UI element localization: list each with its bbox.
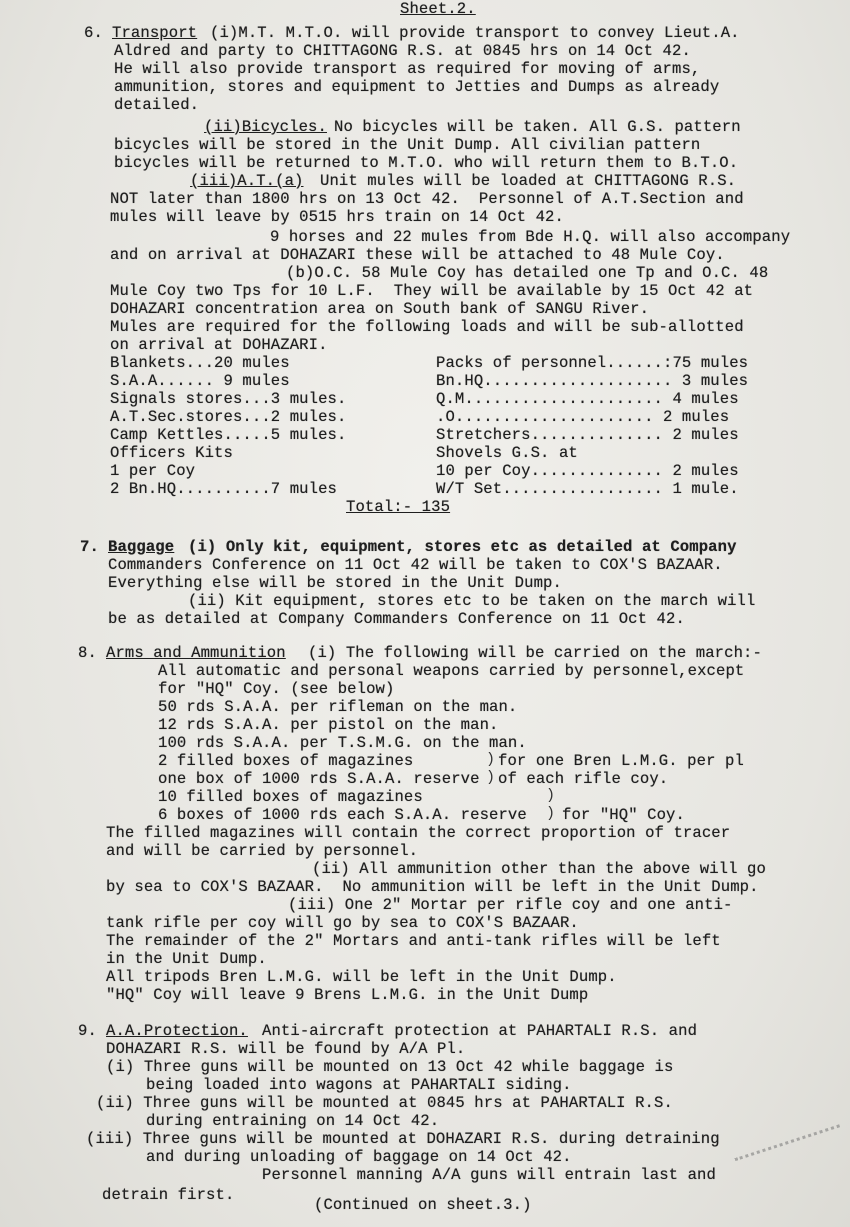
bicycles-line: No bicycles will be taken. All G.S. pattern (334, 118, 741, 136)
at-line: and on arrival at DOHAZARI these will be attached to 48 Mule Coy. (110, 246, 725, 264)
paper-fibre-mark (735, 1124, 850, 1208)
aa-line: Anti-aircraft protection at PAHARTALI R.S. and (262, 1022, 698, 1040)
aa-line: (i) Three guns will be mounted on 13 Oct 42 while baggage is (106, 1058, 674, 1076)
load-left-item: Camp Kettles.....5 mules. (110, 426, 347, 444)
load-right-item: Stretchers.............. 2 mules (436, 426, 739, 444)
section-6-heading: Transport (112, 24, 198, 42)
load-right-item: 10 per Coy.............. 2 mules (436, 462, 739, 480)
arms-line: 12 rds S.A.A. per pistol on the man. (158, 716, 499, 734)
load-left-item: Officers Kits (110, 444, 233, 462)
baggage-line: (ii) Kit equipment, stores etc to be taken on the march will (188, 592, 756, 610)
at-line: NOT later than 1800 hrs on 13 Oct 42. Personnel of A.T.Section and (110, 190, 744, 208)
section-9-heading: A.A.Protection. (106, 1022, 248, 1040)
arms-line: All automatic and personal weapons carried by personnel,except (158, 662, 745, 680)
bicycles-line: bicycles will be returned to M.T.O. who will return them to B.T.O. (114, 154, 739, 172)
transport-line: Aldred and party to CHITTAGONG R.S. at 0845 hrs on 14 Oct 42. (114, 42, 691, 60)
aa-line: (ii) Three guns will be mounted at 0845 hrs at PAHARTALI R.S. (96, 1094, 673, 1112)
baggage-line: Commanders Conference on 11 Oct 42 will be taken to COX'S BAZAAR. (108, 556, 723, 574)
at-label: (iii)A.T.(a) (190, 172, 304, 190)
arms-line: and will be carried by personnel. (106, 842, 419, 860)
load-left-item: Signals stores...3 mules. (110, 390, 347, 408)
section-7-heading: Baggage (108, 538, 175, 556)
load-right-item: Shovels G.S. at (436, 444, 578, 462)
at-line: mules will leave by 0515 hrs train on 14 Oct 42. (110, 208, 564, 226)
brace: ) (486, 769, 496, 786)
transport-line: ammunition, stores and equipment to Jetties and Dumps as already (114, 78, 720, 96)
load-right-item: Q.M..................... 4 mules (436, 390, 739, 408)
aa-line: Personnel manning A/A guns will entrain last and (262, 1166, 716, 1184)
arms-line: 6 boxes of 1000 rds each S.A.A. reserve (158, 806, 527, 824)
aa-line: DOHAZARI R.S. will be found by A/A Pl. (106, 1040, 466, 1058)
brace: ) (546, 787, 556, 804)
brace: ) (546, 805, 556, 822)
load-left-item: 1 per Coy (110, 462, 196, 480)
load-left-item: 2 Bn.HQ..........7 mules (110, 480, 337, 498)
mules-total: Total:- 135 (346, 498, 451, 516)
at-line: Mule Coy two Tps for 10 L.F. They will be available by 15 Oct 42 at (110, 282, 754, 300)
arms-line: 50 rds S.A.A. per rifleman on the man. (158, 698, 518, 716)
aa-line: and during unloading of baggage on 14 Oct 42. (146, 1148, 572, 1166)
load-right-item: .O..................... 2 mules (436, 408, 730, 426)
arms-line: "HQ" Coy will leave 9 Brens L.M.G. in the Unit Dump (106, 986, 589, 1004)
transport-line: detailed. (114, 96, 200, 114)
arms-line: for "HQ" Coy. (562, 806, 685, 824)
arms-line: 100 rds S.A.A. per T.S.M.G. on the man. (158, 734, 527, 752)
arms-line: tank rifle per coy will go by sea to COX'S BAZAAR. (106, 914, 579, 932)
arms-line: for one Bren L.M.G. per pl (498, 752, 744, 770)
load-right-item: Bn.HQ.................... 3 mules (436, 372, 749, 390)
at-line: Unit mules will be loaded at CHITTAGONG R.S. (320, 172, 737, 190)
arms-line: All tripods Bren L.M.G. will be left in the Unit Dump. (106, 968, 617, 986)
arms-line: in the Unit Dump. (106, 950, 267, 968)
arms-line: 10 filled boxes of magazines (158, 788, 423, 806)
section-8-number: 8. (78, 644, 97, 662)
arms-line: (ii) All ammunition other than the above will go (312, 860, 766, 878)
transport-line: (i)M.T. M.T.O. will provide transport to convey Lieut.A. (210, 24, 740, 42)
at-line: 9 horses and 22 mules from Bde H.Q. will also accompany (270, 228, 791, 246)
continued-note: (Continued on sheet.3.) (314, 1196, 532, 1214)
load-left-item: A.T.Sec.stores...2 mules. (110, 408, 347, 426)
load-left-item: Blankets...20 mules (110, 354, 290, 372)
baggage-line: (i) Only kit, equipment, stores etc as detailed at Company (188, 538, 737, 556)
arms-line: of each rifle coy. (498, 770, 669, 788)
at-line: DOHAZARI concentration area on South bank of SANGU River. (110, 300, 650, 318)
baggage-line: Everything else will be stored in the Unit Dump. (108, 574, 562, 592)
load-right-item: Packs of personnel......:75 mules (436, 354, 749, 372)
load-left-item: S.A.A...... 9 mules (110, 372, 290, 390)
at-line: on arrival at DOHAZARI. (110, 336, 328, 354)
arms-line: for "HQ" Coy. (see below) (158, 680, 395, 698)
at-line: (b)O.C. 58 Mule Coy has detailed one Tp and O.C. 48 (286, 264, 769, 282)
aa-line: being loaded into wagons at PAHARTALI siding. (146, 1076, 572, 1094)
arms-line: The filled magazines will contain the correct proportion of tracer (106, 824, 731, 842)
arms-line: one box of 1000 rds S.A.A. reserve (158, 770, 480, 788)
at-line: Mules are required for the following loads and will be sub-allotted (110, 318, 744, 336)
baggage-line: be as detailed at Company Commanders Conference on 11 Oct 42. (108, 610, 685, 628)
section-7-number: 7. (80, 538, 99, 556)
load-right-item: W/T Set................. 1 mule. (436, 480, 739, 498)
transport-line: He will also provide transport as required for moving of arms, (114, 60, 701, 78)
aa-line: detrain first. (102, 1186, 235, 1204)
brace: ) (486, 751, 496, 768)
bicycles-label: (ii)Bicycles. (204, 118, 327, 136)
section-9-number: 9. (78, 1022, 97, 1040)
arms-line: 2 filled boxes of magazines (158, 752, 414, 770)
arms-line: (iii) One 2" Mortar per rifle coy and one anti- (288, 896, 733, 914)
arms-line: (i) The following will be carried on the march:- (308, 644, 762, 662)
aa-line: during entraining on 14 Oct 42. (146, 1112, 440, 1130)
arms-line: by sea to COX'S BAZAAR. No ammunition will be left in the Unit Dump. (106, 878, 759, 896)
bicycles-line: bicycles will be stored in the Unit Dump. All civilian pattern (114, 136, 701, 154)
aa-line: (iii) Three guns will be mounted at DOHAZARI R.S. during detraining (86, 1130, 720, 1148)
arms-line: The remainder of the 2" Mortars and anti-tank rifles will be left (106, 932, 721, 950)
sheet-label: Sheet.2. (400, 0, 476, 18)
section-8-heading: Arms and Ammunition (106, 644, 286, 662)
section-6-number: 6. (84, 24, 103, 42)
